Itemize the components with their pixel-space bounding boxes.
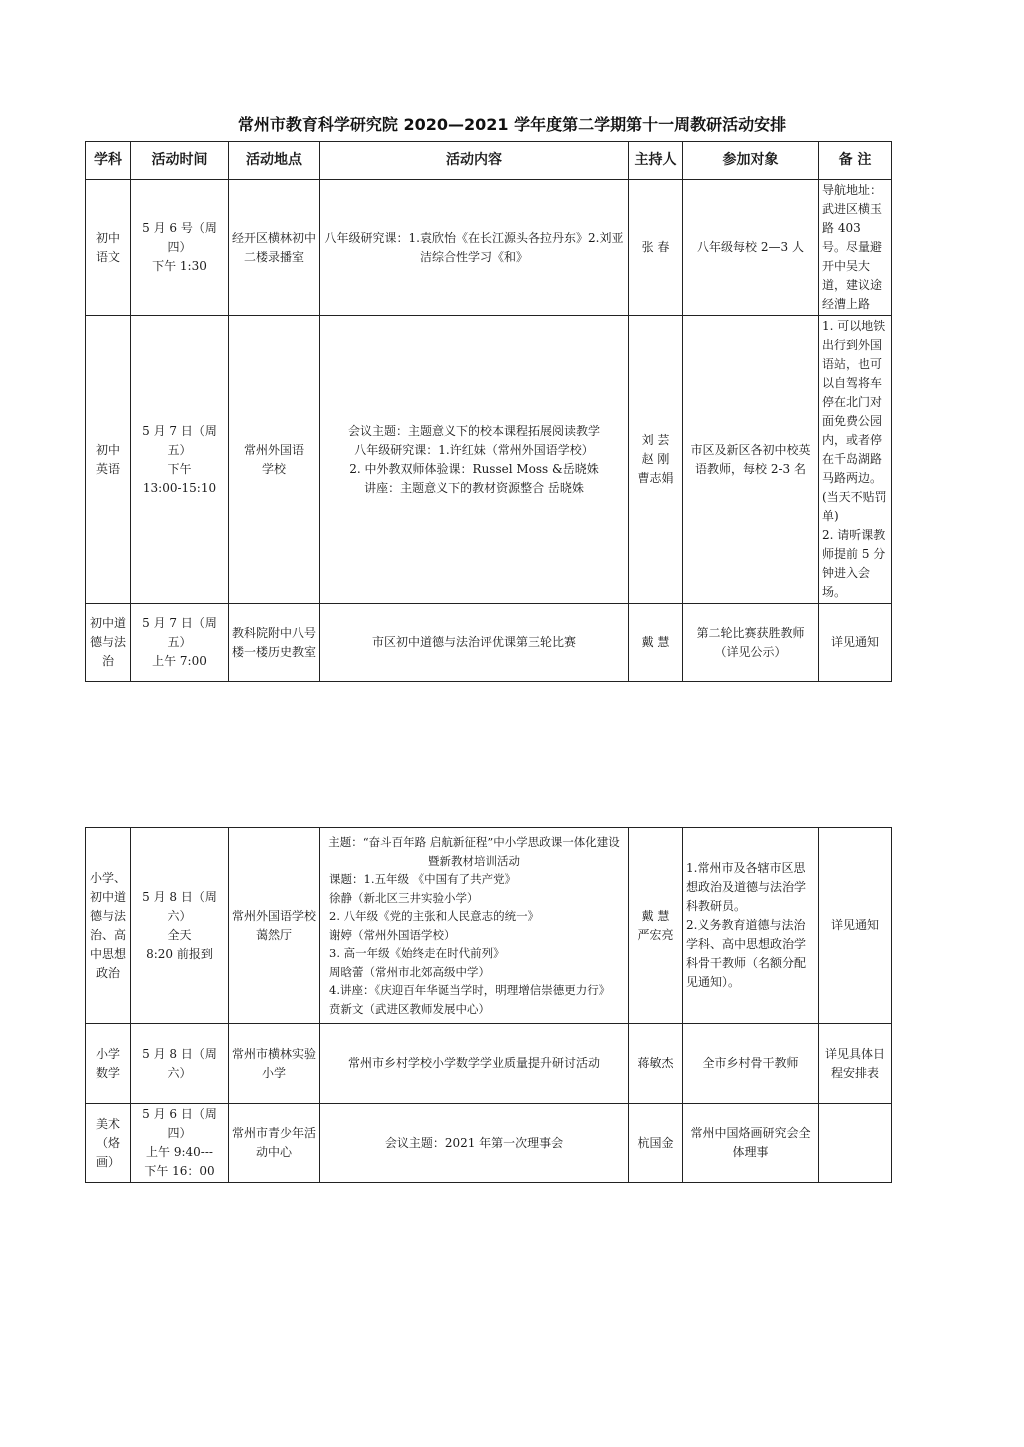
cell-time: 5 月 8 日（周六） bbox=[131, 1024, 229, 1104]
header-participants: 参加对象 bbox=[683, 142, 819, 180]
cell-place: 常州外国语学校蔼然厅 bbox=[229, 828, 320, 1024]
cell-participants: 1.常州市及各辖市区思想政治及道德与法治学科教研员。 2.义务教育道德与法治学科、高中思想政治学科骨干教师（名额分配见通知）。 bbox=[683, 828, 819, 1024]
cell-remarks bbox=[819, 1104, 892, 1183]
cell-time: 5 月 6 号（周四） 下午 1:30 bbox=[131, 180, 229, 316]
header-place: 活动地点 bbox=[229, 142, 320, 180]
schedule-table-part2 bbox=[85, 827, 892, 1183]
table-row bbox=[86, 1104, 892, 1183]
content-lessons: 课题：1.五年级 《中国有了共产党》 徐静（新北区三井实验小学） 2. 八年级《党的主张和人民意志的统一》 谢婷（常州外国语学校） 3. 高一年级《始终走在时代前列》 周晗蕾（常州市北郊高级中学） 4.讲座：《庆迎百年华诞当学时，明理增信崇德更力行》 贲新文（武进区教师发展中心） bbox=[329, 872, 611, 1016]
cell-place: 常州市横林实验小学 bbox=[229, 1024, 320, 1104]
cell-content: 市区初中道德与法治评优课第三轮比赛 bbox=[320, 604, 629, 682]
table-row bbox=[86, 604, 892, 682]
table-row bbox=[86, 828, 892, 1024]
cell-content bbox=[320, 828, 629, 1024]
cell-place: 经开区横林初中二楼录播室 bbox=[229, 180, 320, 316]
cell-time: 5 月 7 日（周五） 上午 7:00 bbox=[131, 604, 229, 682]
cell-subject: 初中 语文 bbox=[86, 180, 131, 316]
cell-place: 教科院附中八号楼一楼历史教室 bbox=[229, 604, 320, 682]
cell-participants: 常州中国烙画研究会全体理事 bbox=[683, 1104, 819, 1183]
header-host: 主持人 bbox=[629, 142, 683, 180]
cell-subject: 小学、初中道德与法治、高中思想政治 bbox=[86, 828, 131, 1024]
cell-content: 会议主题：2021 年第一次理事会 bbox=[320, 1104, 629, 1183]
table-row bbox=[86, 180, 892, 316]
cell-remarks: 详见通知 bbox=[819, 604, 892, 682]
schedule-table-part1 bbox=[85, 141, 892, 682]
header-time: 活动时间 bbox=[131, 142, 229, 180]
table-header-row bbox=[86, 142, 892, 180]
cell-participants: 市区及新区各初中校英语教师，每校 2-3 名 bbox=[683, 316, 819, 604]
cell-host: 杭国金 bbox=[629, 1104, 683, 1183]
cell-content: 会议主题：主题意义下的校本课程拓展阅读教学 八年级研究课：1.许红妹（常州外国语学校） 2. 中外教双师体验课：Russel Moss &岳晓姝 讲座：主题意义下的教材资源整合 岳晓姝 bbox=[320, 316, 629, 604]
table-row bbox=[86, 316, 892, 604]
cell-participants: 第二轮比赛获胜教师 （详见公示） bbox=[683, 604, 819, 682]
page-title: 常州市教育科学研究院 2020—2021 学年度第二学期第十一周教研活动安排 bbox=[237, 115, 787, 134]
cell-remarks: 导航地址：武进区横玉路 403 号。尽量避开中吴大道，建议途经漕上路 bbox=[819, 180, 892, 316]
header-subject: 学科 bbox=[86, 142, 131, 180]
cell-time: 5 月 7 日（周五） 下午 13:00-15:10 bbox=[131, 316, 229, 604]
cell-subject: 初中 英语 bbox=[86, 316, 131, 604]
cell-host: 戴 慧 bbox=[629, 604, 683, 682]
content-topic: 主题：“奋斗百年路 启航新征程”中小学思政课一体化建设暨新教材培训活动 bbox=[328, 835, 620, 868]
cell-subject: 小学 数学 bbox=[86, 1024, 131, 1104]
cell-participants: 八年级每校 2—3 人 bbox=[683, 180, 819, 316]
cell-time: 5 月 6 日（周四） 上午 9:40--- 下午 16：00 bbox=[131, 1104, 229, 1183]
cell-remarks: 详见通知 bbox=[819, 828, 892, 1024]
cell-host: 张 春 bbox=[629, 180, 683, 316]
header-remarks: 备 注 bbox=[819, 142, 892, 180]
cell-participants: 全市乡村骨干教师 bbox=[683, 1024, 819, 1104]
cell-content: 常州市乡村学校小学数学学业质量提升研讨活动 bbox=[320, 1024, 629, 1104]
cell-content: 八年级研究课：1.袁欣怡《在长江源头各拉丹东》2.刘亚洁综合性学习《和》 bbox=[320, 180, 629, 316]
cell-place: 常州市青少年活动中心 bbox=[229, 1104, 320, 1183]
cell-subject: 初中道德与法治 bbox=[86, 604, 131, 682]
cell-host: 刘 芸 赵 刚 曹志娟 bbox=[629, 316, 683, 604]
header-content: 活动内容 bbox=[320, 142, 629, 180]
cell-time: 5 月 8 日（周六） 全天 8:20 前报到 bbox=[131, 828, 229, 1024]
cell-remarks: 1. 可以地铁出行到外国语站，也可以自驾将车停在北门对面免费公园内，或者停在千岛湖路马路两边。(当天不贴罚单) 2. 请听课教师提前 5 分钟进入会场。 bbox=[819, 316, 892, 604]
table-row bbox=[86, 1024, 892, 1104]
cell-subject: 美术（烙画） bbox=[86, 1104, 131, 1183]
cell-remarks: 详见具体日程安排表 bbox=[819, 1024, 892, 1104]
cell-host: 戴 慧 严宏亮 bbox=[629, 828, 683, 1024]
cell-place: 常州外国语 学校 bbox=[229, 316, 320, 604]
cell-host: 蒋敏杰 bbox=[629, 1024, 683, 1104]
